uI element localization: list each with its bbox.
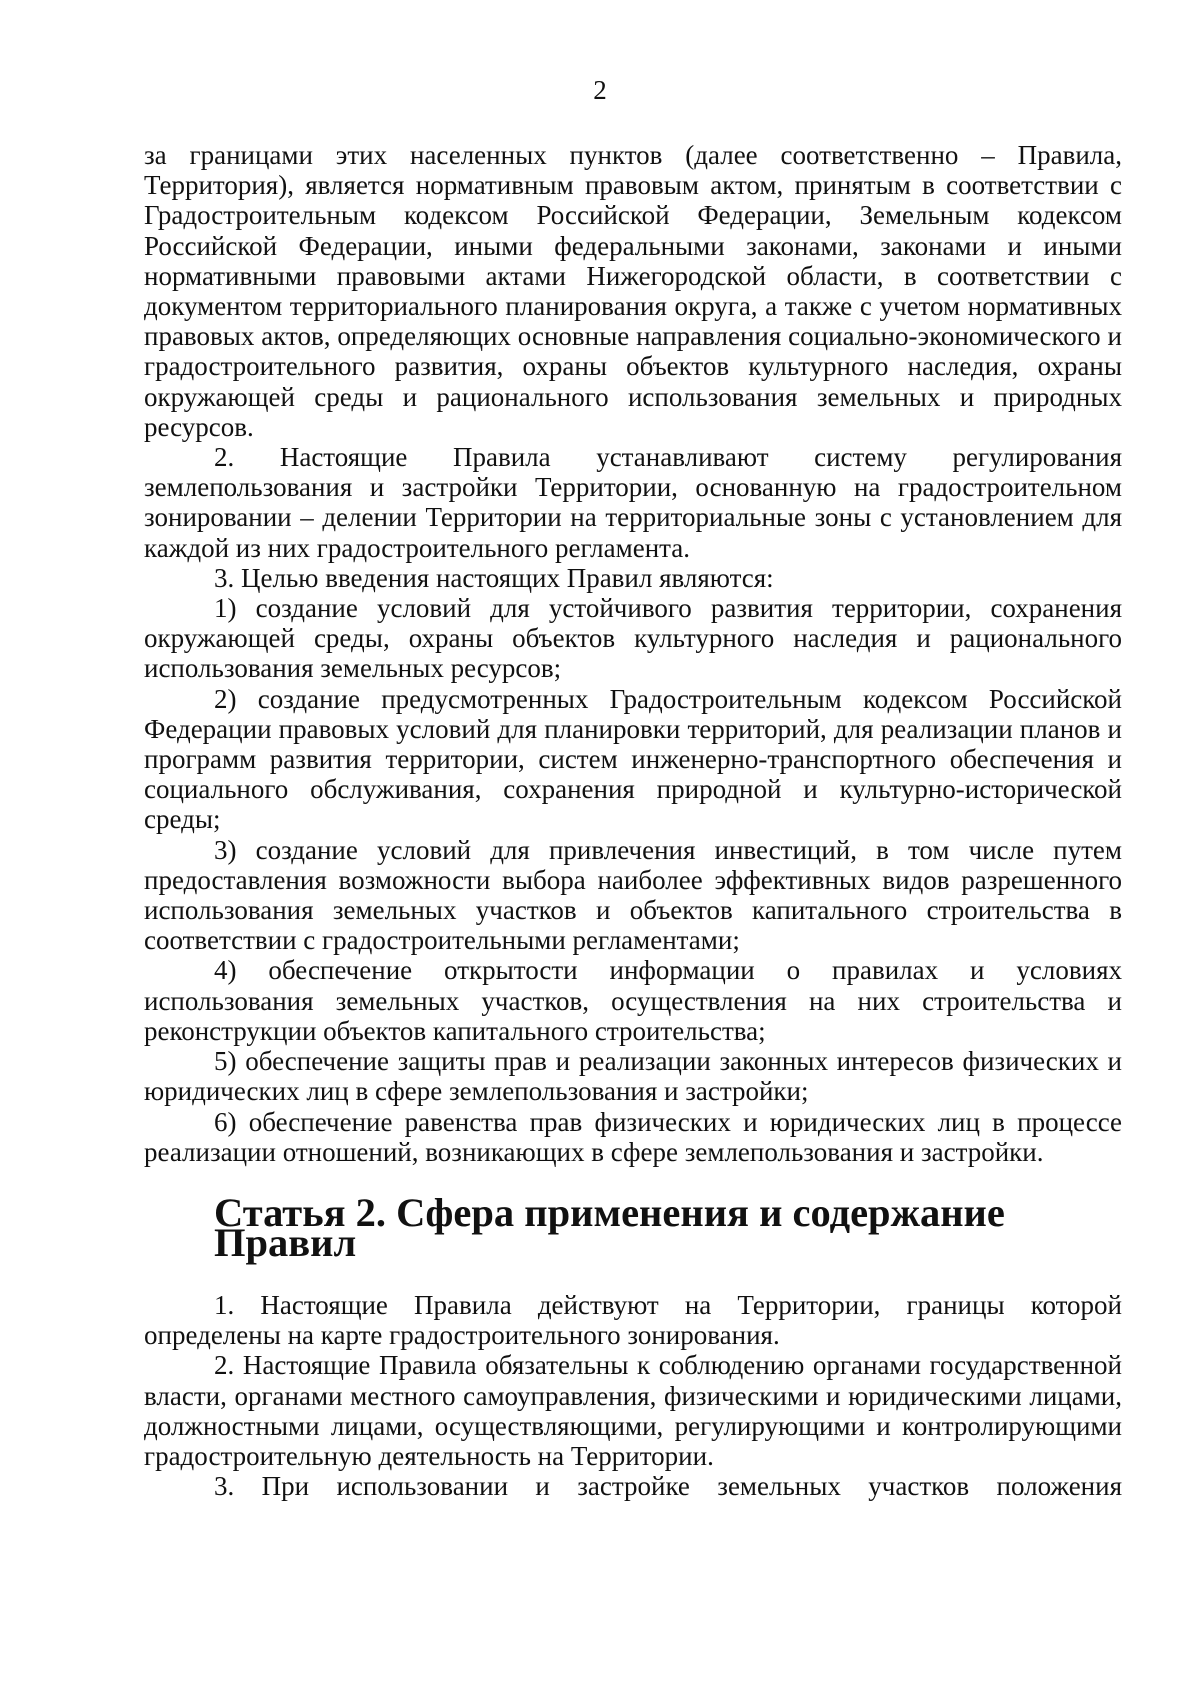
list-item-5: 5) обеспечение защиты прав и реализации законных интересов физических и юридических лиц в сфере землепользования и застройки; (144, 1046, 1122, 1107)
list-item-2: 2) создание предусмотренных Градостроительным кодексом Российской Федерации правовых условий для планировки территорий, для реализации планов и программ развития территории, систем инженерно-транспортного обеспечения и социального обслуживания, сохранения природной и культурно-исторической среды; (144, 683, 1122, 835)
article-2-paragraph-1: 1. Настоящие Правила действуют на Территории, границы которой определены на карте градостроительного зонирования. (144, 1289, 1122, 1351)
article-2-paragraph-3: 3. При использовании и застройке земельных участков положения (214, 1471, 1122, 1502)
page-number: 2 (593, 75, 607, 105)
paragraph-3: 3. Целью введения настоящих Правил являются: (214, 562, 774, 593)
paragraph-2: 2. Настоящие Правила устанавливают систему регулирования землепользования и застройки Территории, основанную на градостроительном зонировании – делении Территории на территориальные зоны с установлением для каждой из них градостроительного регламента. (144, 442, 1122, 563)
article-2-heading: Статья 2. Сфера применения и содержание Правил (214, 1189, 1005, 1265)
list-item-3: 3) создание условий для привлечения инвестиций, в том числе путем предоставления возможности выбора наиболее эффективных видов разрешенного использования земельных участков и объектов капитального строительства в соответствии с градостроительными регламентами; (144, 834, 1122, 956)
paragraph-continuation: за границами этих населенных пунктов (далее соответственно – Правила, Территория), является нормативным правовым актом, принятым в соответствии с Градостроительным кодексом Российской Федерации, Земельным кодексом Российской Федерации, иными федеральными законами, законами и иными нормативными правовыми актами Нижегородской области, в соответствии с документом территориального планирования округа, а также с учетом нормативных правовых актов, определяющих основные направления социально-экономического и градостроительного развития, охраны объектов культурного наследия, охраны окружающей среды и рационального использования земельных и природных ресурсов. (144, 140, 1122, 442)
document-body (144, 140, 1122, 1501)
article-2-paragraph-2: 2. Настоящие Правила обязательны к соблюдению органами государственной власти, органами местного самоуправления, физическими и юридическими лицами, должностными лицами, осуществляющими, регулирующими и контролирующими градостроительную деятельность на Территории. (144, 1350, 1122, 1471)
list-item-1: 1) создание условий для устойчивого развития территории, сохранения окружающей среды, охраны объектов культурного наследия и рационального использования земельных ресурсов; (144, 593, 1122, 684)
list-item-6: 6) обеспечение равенства прав физических и юридических лиц в процессе реализации отношений, возникающих в сфере землепользования и застройки. (144, 1106, 1122, 1167)
list-item-4: 4) обеспечение открытости информации о правилах и условиях использования земельных участков, осуществления на них строительства и реконструкции объектов капитального строительства; (144, 955, 1122, 1046)
